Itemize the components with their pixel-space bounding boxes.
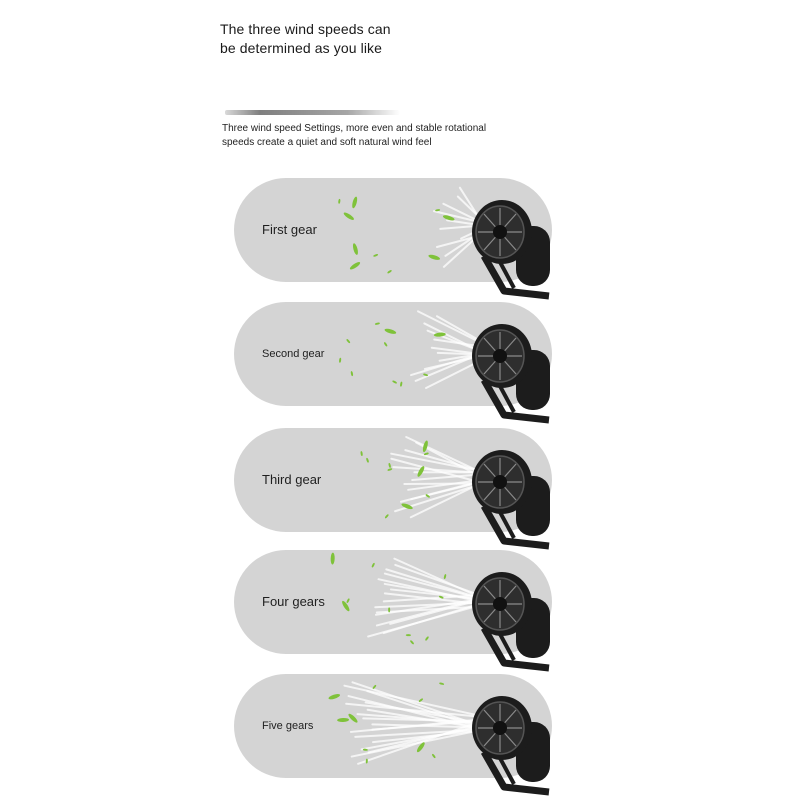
leaf-icon bbox=[328, 693, 341, 701]
leaf-icon bbox=[346, 339, 351, 344]
leaf-icon bbox=[366, 458, 370, 463]
leaf-icon bbox=[384, 514, 389, 519]
fan-icon bbox=[464, 196, 564, 306]
leaf-icon bbox=[330, 553, 334, 565]
description: Three wind speed Settings, more even and stable rotational speeds create a quiet and soft natural wind feel bbox=[222, 122, 492, 150]
leaf-icon bbox=[338, 199, 341, 204]
leaf-icon bbox=[349, 261, 361, 271]
leaf-icon bbox=[341, 600, 351, 612]
gear-label: Five gears bbox=[262, 674, 313, 778]
gear-card bbox=[234, 178, 554, 282]
gear-label: First gear bbox=[262, 178, 317, 282]
fan-icon bbox=[464, 692, 564, 802]
gear-card bbox=[234, 674, 554, 778]
leaf-icon bbox=[366, 759, 368, 764]
gear-card bbox=[234, 428, 554, 532]
gear-label: Second gear bbox=[262, 302, 324, 406]
gear-label: Four gears bbox=[262, 550, 325, 654]
leaf-icon bbox=[387, 468, 392, 472]
leaf-icon bbox=[392, 380, 397, 384]
gear-card bbox=[234, 302, 554, 406]
leaf-icon bbox=[400, 381, 403, 386]
leaf-icon bbox=[360, 451, 363, 456]
leaf-icon bbox=[384, 328, 397, 335]
leaf-icon bbox=[339, 358, 342, 363]
leaf-icon bbox=[337, 718, 349, 722]
leaf-icon bbox=[383, 342, 387, 347]
leaf-icon bbox=[346, 598, 350, 603]
fan-icon bbox=[464, 568, 564, 678]
leaf-icon bbox=[351, 196, 358, 209]
leaf-icon bbox=[443, 574, 446, 579]
leaf-icon bbox=[387, 269, 392, 274]
leaf-icon bbox=[432, 753, 437, 758]
leaf-icon bbox=[375, 322, 380, 325]
leaf-icon bbox=[428, 254, 441, 261]
leaf-icon bbox=[406, 634, 411, 636]
leaf-icon bbox=[373, 254, 378, 258]
gear-label: Third gear bbox=[262, 428, 321, 532]
headline: The three wind speeds can be determined as you like bbox=[220, 20, 410, 58]
leaf-icon bbox=[352, 243, 359, 256]
leaf-icon bbox=[388, 607, 390, 612]
headline-underline bbox=[225, 110, 400, 115]
leaf-icon bbox=[388, 463, 391, 468]
fan-icon bbox=[464, 446, 564, 556]
leaf-icon bbox=[343, 211, 355, 221]
leaf-icon bbox=[439, 682, 444, 685]
leaf-icon bbox=[350, 371, 353, 376]
leaf-icon bbox=[371, 562, 375, 567]
gear-card bbox=[234, 550, 554, 654]
leaf-icon bbox=[410, 640, 415, 645]
fan-icon bbox=[464, 320, 564, 430]
leaf-icon bbox=[425, 636, 430, 641]
